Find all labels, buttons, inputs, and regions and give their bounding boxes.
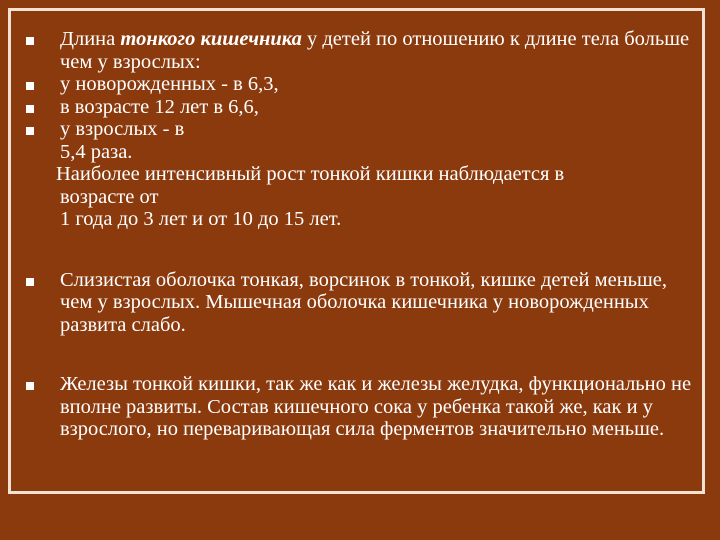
item-text-line: у взрослых - в [60,118,185,140]
item-text-pre: Длина [60,28,121,50]
square-bullet-icon [26,278,34,286]
bullet-item-intestine-length [22,28,702,73]
item-text-line: 5,4 раза. [60,140,133,163]
note-line: 1 года до 3 лет и от 10 до 15 лет. [60,208,342,230]
bullet-item-adults [22,118,702,163]
growth-note [22,163,702,231]
square-bullet-icon [26,127,34,135]
bullet-item-newborns [22,73,702,96]
bullet-item-age-12 [22,96,702,119]
item-text-emphasis: тонкого кишечника [120,28,302,50]
bullet-item-glands [22,373,702,441]
note-line: Наиболее интенсивный рост тонкой кишки наблюдается в [56,163,565,185]
item-text: Железы тонкой кишки, так же как и железы желудка, функционально не вполне развиты. Состав кишечного сока у ребенка такой же, как и у взрослого, но переваривающая сила ферментов значительно меньше. [60,373,692,440]
square-bullet-icon [26,82,34,90]
item-text: у новорожденных - в 6,3, [60,73,279,95]
note-line: возрасте от [60,185,159,208]
slide-content [22,28,702,441]
square-bullet-icon [26,105,34,113]
square-bullet-icon [26,37,34,45]
spacer [22,231,702,269]
item-text: Слизистая оболочка тонкая, ворсинок в тонкой, кишке детей меньше, чем у взрослых. Мышечная оболочка кишечника у новорожденных развита слабо. [60,268,668,336]
item-text: в возрасте 12 лет в 6,6, [60,95,259,118]
bullet-item-mucosa [22,269,702,337]
item-text-post: у детей по отношению к длине тела больше чем у взрослых: [60,28,690,73]
square-bullet-icon [26,382,34,390]
spacer [22,336,702,373]
